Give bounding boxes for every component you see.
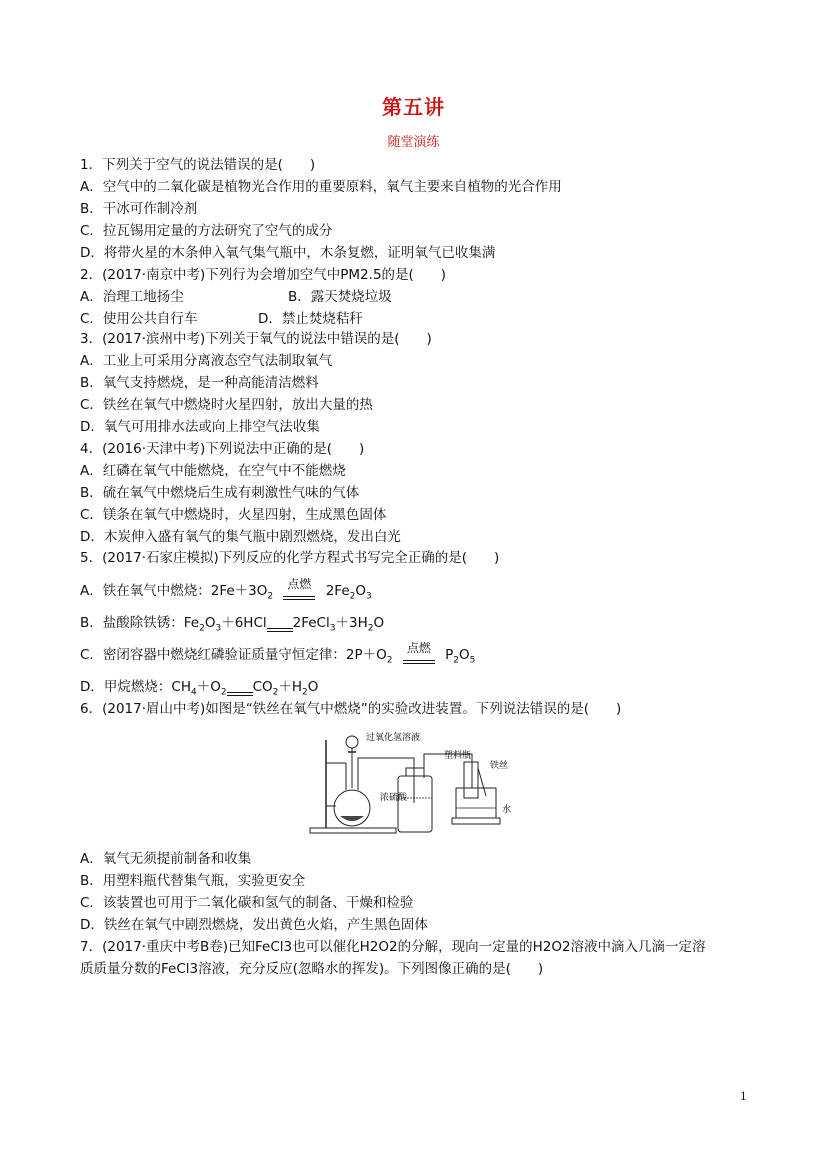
q3-option-d: D．氧气可用排水法或向上排空气法收集: [80, 419, 320, 435]
q5-c-condition: 点燃: [406, 640, 431, 655]
q5-a-reactants: A．铁在氧气中燃烧：2Fe＋3O: [80, 583, 268, 599]
q2-option-d: D．禁止焚烧秸秆: [258, 311, 363, 327]
q5-a-condition-arrow: [281, 576, 317, 606]
label-acid: 浓硫酸: [380, 793, 408, 803]
q1-stem: 1．下列关于空气的说法错误的是( ): [80, 157, 316, 173]
q6-option-b: B．用塑料瓶代替集气瓶，实验更安全: [80, 873, 306, 889]
q4-option-a: A．红磷在氧气中能燃烧，在空气中不能燃烧: [80, 463, 346, 479]
q1-option-a: A．空气中的二氧化碳是植物光合作用的重要原料，氧气主要来自植物的光合作用: [80, 179, 562, 195]
q3-stem: 3．(2017·滨州中考)下列关于氧气的说法中错误的是( ): [80, 331, 432, 347]
q2-stem: 2．(2017·南京中考)下列行为会增加空气中PM2.5的是( ): [80, 267, 447, 283]
q5-c-reactants: C．密闭容器中燃烧红磷验证质量守恒定律：2P＋O: [80, 647, 387, 663]
q1-option-b: B．干冰可作制冷剂: [80, 201, 198, 217]
apparatus-figure: [306, 728, 522, 840]
q3-option-c: C．铁丝在氧气中燃烧时火星四射，放出大量的热: [80, 397, 373, 413]
q5-option-d: D．甲烷燃烧：$CH_4+O_2$ $CO_2+H_2O$: [80, 679, 319, 698]
q5-a-product: 2Fe: [325, 583, 350, 599]
q5-a-condition: 点燃: [287, 576, 312, 591]
q7-line1: 7．(2017·重庆中考B卷)已知FeCl3也可以催化H2O2的分解，现向一定量的H2O2溶液中滴入几滴一定溶: [80, 939, 706, 955]
q5-option-a: A．铁在氧气中燃烧：$2Fe+3O_2$ 点燃 $2Fe_2O_3$: [80, 582, 372, 600]
q6-option-a: A．氧气无须提前制备和收集: [80, 851, 252, 867]
q6-stem: 6．(2017·眉山中考)如图是“铁丝在氧气中燃烧”的实验改进装置。下列说法错误的是( ): [80, 701, 622, 717]
q4-option-d: D．木炭伸入盛有氧气的集气瓶中剧烈燃烧，发出白光: [80, 529, 401, 545]
q4-option-c: C．镁条在氧气中燃烧时，火星四射，生成黑色固体: [80, 507, 387, 523]
label-h2o2: 过氧化氢溶液: [366, 733, 421, 743]
label-bottle: 塑料瓶: [444, 751, 472, 761]
q5-stem: 5．(2017·石家庄模拟)下列反应的化学方程式书写完全正确的是( ): [80, 550, 500, 566]
q2-option-c: C．使用公共自行车: [80, 311, 198, 327]
q5-c-condition-arrow: [401, 640, 437, 670]
page-number: 1: [740, 1090, 747, 1103]
q7-line2: 质质量分数的FeCl3溶液，充分反应(忽略水的挥发)。下列图像正确的是( ): [80, 961, 544, 977]
q4-stem: 4．(2016·天津中考)下列说法中正确的是( ): [80, 441, 365, 457]
q5-option-c: C．密闭容器中燃烧红磷验证质量守恒定律：$2P+O_2$ 点燃 $P_2O_5$: [80, 646, 475, 664]
page-title: 第五讲: [382, 95, 445, 119]
label-wire: 铁丝: [490, 761, 509, 771]
q4-option-b: B．硫在氧气中燃烧后生成有刺激性气味的气体: [80, 485, 360, 501]
q2-option-b: B．露天焚烧垃圾: [288, 289, 392, 305]
q6-option-c: C．该装置也可用于二氧化碳和氢气的制备、干燥和检验: [80, 895, 414, 911]
q3-option-a: A．工业上可采用分离液态空气法制取氧气: [80, 353, 333, 369]
q2-option-a: A．治理工地扬尘: [80, 289, 184, 305]
q3-option-b: B．氧气支持燃烧，是一种高能清洁燃料: [80, 375, 319, 391]
section-subtitle: 随堂演练: [387, 135, 440, 150]
q5-option-b: B．盐酸除铁锈：$Fe_2O_3+6HCl$ $2FeCl_3+3H_2O$: [80, 615, 385, 634]
q5-a-sub: 2: [267, 591, 274, 602]
label-water: 水: [502, 805, 512, 815]
q1-option-c: C．拉瓦锡用定量的方法研究了空气的成分: [80, 223, 333, 239]
q6-option-d: D．铁丝在氧气中剧烈燃烧，发出黄色火焰，产生黑色固体: [80, 917, 428, 933]
q1-option-d: D．将带火星的木条伸入氧气集气瓶中，木条复燃，证明氧气已收集满: [80, 245, 496, 261]
